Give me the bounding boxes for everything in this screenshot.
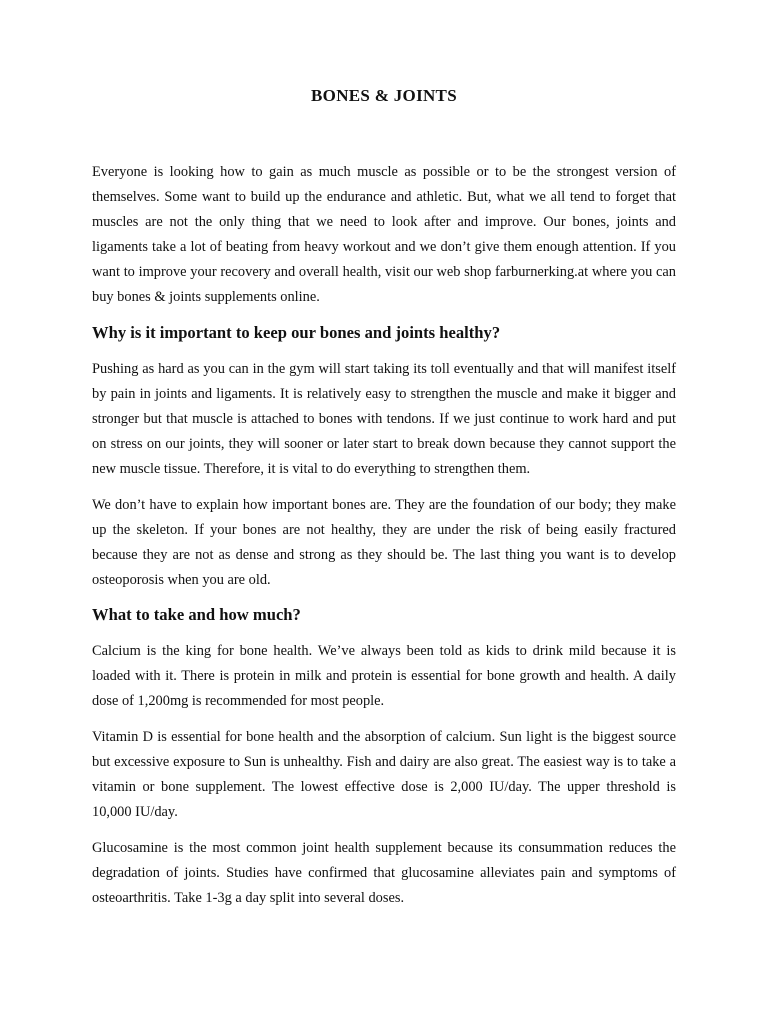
document-title: BONES & JOINTS [311, 86, 457, 105]
document-body [92, 160, 676, 922]
intro-paragraph: Everyone is looking how to gain as much muscle as possible or to be the strongest version of themselves. Some want to build up the endurance and athletic. But, what we all tend to forget that muscles are not the only thing that we need to look after and improve. Our bones, joints and ligaments take a lot of beating from heavy workout and we don’t give them enough attention. If you want to improve your recovery and overall health, visit our web shop farburnerking.at where you can buy bones & joints supplements online. [92, 164, 676, 305]
paragraph-pushing-hard: Pushing as hard as you can in the gym will start taking its toll eventually and that will manifest itself by pain in joints and ligaments. It is relatively easy to strengthen the muscle and make it bigger and stronger but that muscle is attached to bones with tendons. If we just continue to work hard and put on stress on our joints, they will sooner or later start to break down because they cannot support the new muscle tissue. Therefore, it is vital to do everything to strengthen them. [92, 361, 676, 477]
paragraph-bones-importance: We don’t have to explain how important bones are. They are the foundation of our body; they make up the skeleton. If your bones are not healthy, they are under the risk of being easily fractured because they are not as dense and strong as they should be. The last thing you want is to develop osteoporosis when you are old. [92, 497, 676, 588]
paragraph-calcium: Calcium is the king for bone health. We’ve always been told as kids to drink mild because it is loaded with it. There is protein in milk and protein is essential for bone growth and health. A daily dose of 1,200mg is recommended for most people. [92, 643, 676, 709]
paragraph-glucosamine: Glucosamine is the most common joint health supplement because its consummation reduces the degradation of joints. Studies have confirmed that glucosamine alleviates pain and symptoms of osteoarthritis. Take 1-3g a day split into several doses. [92, 840, 676, 906]
section-heading-what-to-take: What to take and how much? [92, 605, 301, 624]
section-heading-importance: Why is it important to keep our bones and joints healthy? [92, 323, 501, 342]
paragraph-vitamin-d: Vitamin D is essential for bone health and the absorption of calcium. Sun light is the biggest source but excessive exposure to Sun is unhealthy. Fish and dairy are also great. The easiest way is to take a vitamin or bone supplement. The lowest effective dose is 2,000 IU/day. The upper threshold is 10,000 IU/day. [92, 729, 676, 820]
